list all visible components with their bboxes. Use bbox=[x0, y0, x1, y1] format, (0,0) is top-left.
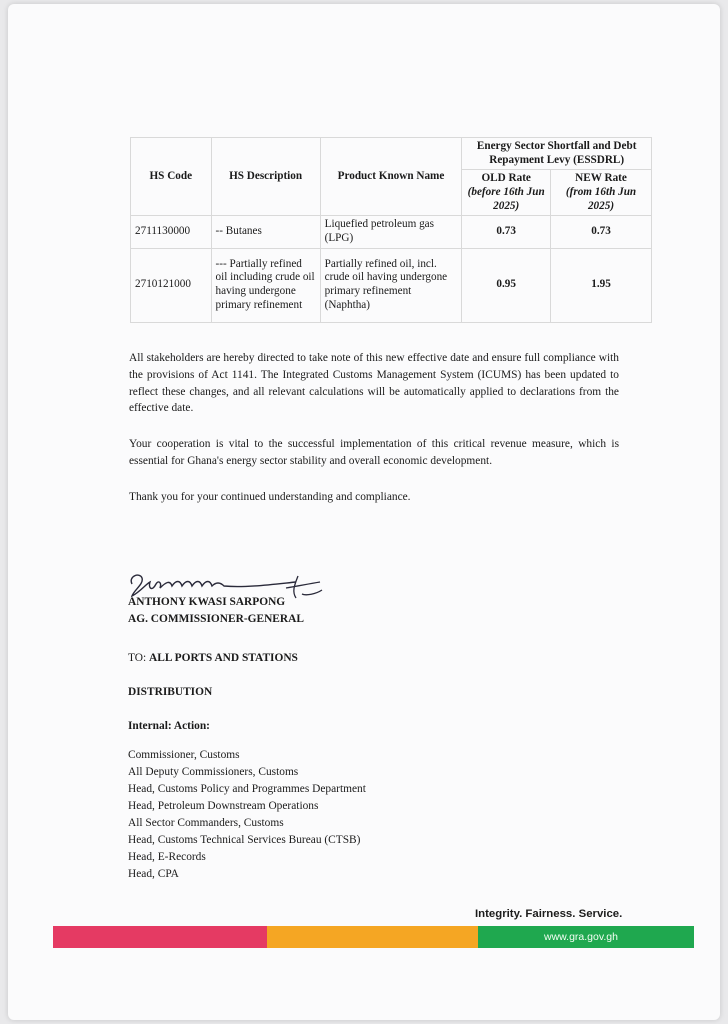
table-row bbox=[131, 216, 652, 248]
list-item: Head, Customs Policy and Programmes Department bbox=[128, 783, 366, 795]
cell-new-rate: 1.95 bbox=[551, 248, 652, 322]
paragraph-cooperation: Your cooperation is vital to the successful implementation of this critical revenue measure, which is essential for Ghana's energy sector stability and overall economic development. bbox=[129, 438, 619, 467]
table-header-row bbox=[131, 138, 652, 170]
list-item: Head, CPA bbox=[128, 868, 179, 880]
to-line bbox=[128, 652, 298, 664]
header-levy-group: Energy Sector Shortfall and Debt Repayment Levy (ESSDRL) bbox=[462, 138, 652, 170]
new-rate-note: (from 16th Jun 2025) bbox=[565, 185, 637, 212]
cell-old-rate: 0.73 bbox=[462, 216, 551, 248]
paragraph-thanks: Thank you for your continued understanding and compliance. bbox=[129, 491, 411, 503]
footer-website-link[interactable]: www.gra.gov.gh bbox=[544, 931, 618, 943]
signatory-title: AG. COMMISSIONER-GENERAL bbox=[128, 613, 304, 625]
to-value: ALL PORTS AND STATIONS bbox=[149, 652, 298, 664]
list-item: Head, Petroleum Downstream Operations bbox=[128, 800, 319, 812]
header-hs-code: HS Code bbox=[131, 138, 212, 216]
footer-bar-red bbox=[53, 926, 267, 948]
header-product-known-name: Product Known Name bbox=[320, 138, 462, 216]
list-item: All Sector Commanders, Customs bbox=[128, 817, 284, 829]
footer-motto: Integrity. Fairness. Service. bbox=[475, 908, 623, 920]
list-item: Commissioner, Customs bbox=[128, 749, 240, 761]
new-rate-label: NEW Rate bbox=[575, 172, 627, 185]
document-page bbox=[8, 4, 720, 1020]
old-rate-note: (before 16th Jun 2025) bbox=[467, 185, 545, 212]
list-item: Head, E-Records bbox=[128, 851, 206, 863]
cell-old-rate: 0.95 bbox=[462, 248, 551, 322]
cell-hs-code: 2711130000 bbox=[131, 216, 212, 248]
levy-rate-table bbox=[130, 137, 652, 323]
table-row bbox=[131, 248, 652, 322]
header-new-rate bbox=[551, 170, 652, 216]
footer-bar-orange bbox=[267, 926, 478, 948]
signatory-name: ANTHONY KWASI SARPONG bbox=[128, 596, 286, 608]
header-old-rate bbox=[462, 170, 551, 216]
header-hs-description: HS Description bbox=[211, 138, 320, 216]
list-item: All Deputy Commissioners, Customs bbox=[128, 766, 299, 778]
cell-hs-code: 2710121000 bbox=[131, 248, 212, 322]
cell-new-rate: 0.73 bbox=[551, 216, 652, 248]
cell-hs-description: --- Partially refined oil including crude oil having undergone primary refinement bbox=[211, 248, 320, 322]
to-label: TO: bbox=[128, 652, 147, 664]
list-item: Head, Customs Technical Services Bureau (CTSB) bbox=[128, 834, 361, 846]
recipient-list bbox=[128, 747, 366, 883]
old-rate-label: OLD Rate bbox=[481, 172, 531, 185]
cell-hs-description: -- Butanes bbox=[211, 216, 320, 248]
cell-product-known-name: Partially refined oil, incl. crude oil having undergone primary refinement (Naphtha) bbox=[320, 248, 462, 322]
paragraph-directive: All stakeholders are hereby directed to take note of this new effective date and ensure full compliance with the provisions of Act 1141. The Integrated Customs Management System (ICUMS) has been updated to reflect these changes, and all relevant calculations will be automatically applied to declarations from the effective date. bbox=[129, 352, 619, 415]
internal-action-heading: Internal: Action: bbox=[128, 720, 210, 732]
distribution-heading: DISTRIBUTION bbox=[128, 686, 213, 698]
cell-product-known-name: Liquefied petroleum gas (LPG) bbox=[320, 216, 462, 248]
